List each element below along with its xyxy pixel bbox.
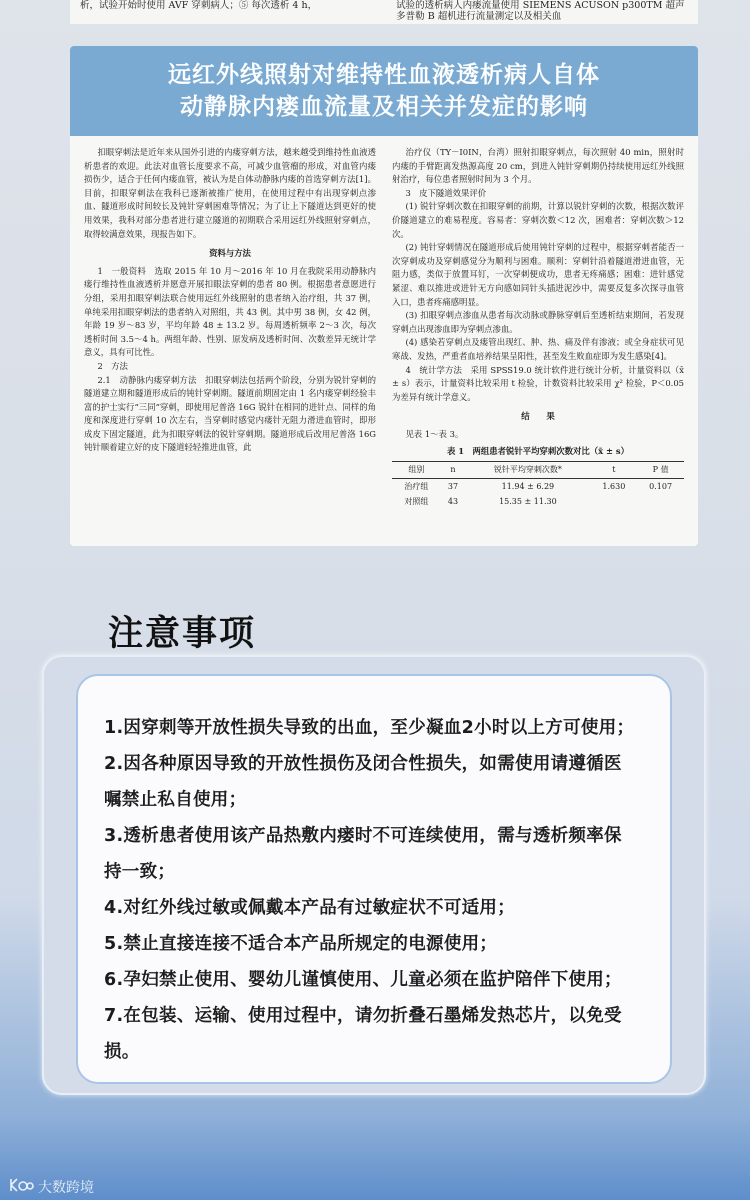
paper-eval-title: 3 皮下隧道效果评价 xyxy=(405,187,487,198)
notice-item: 7.在包装、运输、使用过程中，请勿折叠石墨烯发热芯片，以免受 xyxy=(104,1006,622,1026)
table-cell: 0.107 xyxy=(649,481,673,491)
table-cell: 对照组 xyxy=(404,497,429,507)
table-cell: 1.630 xyxy=(602,481,626,491)
notice-item: 3.透析患者使用该产品热敷内瘘时不可连续使用，需与透析频率保 xyxy=(104,826,622,846)
paper-left-column xyxy=(84,146,376,510)
fragment-right-text: 试验的透析病人内瘘流量使用 SIEMENS ACUSON p300TM 超声多普勒 B 超机进行流量测定以及相关血 xyxy=(396,0,685,22)
notice-item: 持一致； xyxy=(104,862,176,882)
paper-eval-4: (4) 感染若穿刺点及瘘管出现红、肿、热、痛及伴有渗液；或全身症状可见寒战、发热，严重者血培养结果呈阳性，甚至发生败血症即为发生感染[4]。 xyxy=(392,337,684,361)
notice-item: 4.对红外线过敏或佩戴本产品有过敏症状不可适用； xyxy=(104,898,516,918)
paper-stats: 4 统计学方法 采用 SPSS19.0 统计软件进行统计分析，计量资料以（x̄ ± s）表示，计量资料比较采用 t 检验，计数资料比较采用 χ² 检验，P＜0.05 为差异有统计学意义。 xyxy=(392,364,684,402)
notice-item: 1.因穿刺等开放性损失导致的出血，至少凝血2小时以上方可使用； xyxy=(104,718,635,738)
paper-method-text: 2.1 动静脉内瘘穿刺方法 扣眼穿刺法包括两个阶段，分别为锐针穿刺的隧道建立期和隧道形成后的钝针穿刺期。隧道前期固定由 1 名内瘘穿刺经验丰富的护士实行“三同”穿刺，即使用尼普洛 16G 锐针在相同的进针点、同样的角度和深度进行穿刺 10 次左右，当穿刺时感觉内瘘针无阻力滑进血管时，即形成皮下固定隧道，此为扣眼穿刺法的锐针穿刺期。隧道形成后改用尼普洛 16G 钝针顺着建立好的皮下隧道轻轻推进血管，此 xyxy=(84,374,376,453)
paper-general-info: 1 一般资料 选取 2015 年 10 月～2016 年 10 月在我院采用动静脉内瘘行维持性血液透析并愿意开展扣眼法穿刺的患者 80 例。根据患者意愿进行分组，采用扣眼穿刺法联合使用远红外线照射的患者纳入治疗组，共 37 例，单纯采用扣眼穿刺法的患者纳入对照组，共 43 例。其中男 38 例，女 42 例，年龄 19 岁～83 岁，平均年龄 48 ± 13.2 岁。每周透析频率 2～3 次，每次透析时间 3.5～4 h。两组年龄、性别、原发病及透析时间、次数差异无统计学意义，具有可比性。 xyxy=(84,265,376,358)
notice-item: 6.孕妇禁止使用、婴幼儿谨慎使用、儿童必须在监护陪伴下使用； xyxy=(104,970,622,990)
table-row xyxy=(392,494,684,510)
table-cell: 治疗组 xyxy=(404,481,429,491)
notice-list xyxy=(104,710,650,1070)
paper-title-line2: 动静脉内瘘血流量及相关并发症的影响 xyxy=(180,94,588,120)
paper-eval-2: (2) 钝针穿刺情况在隧道形成后使用钝针穿刺的过程中，根据穿刺者能否一次穿刺成功及穿刺感觉分为顺利与困难。顺利：穿刺针沿着隧道滑进血管，无阻力感，类似于放置耳钉，一次穿刺便成功，患者无疼痛感；困难：进针感觉紧涩、难以推进或进针无方向感如同针头插进泥沙中，需要反复多次探寻血管入口，患者疼痛感明显。 xyxy=(392,242,684,307)
paper-body xyxy=(70,136,698,510)
notice-heading: 注意事项 xyxy=(108,614,257,654)
paper-eval-3: (3) 扣眼穿刺点渗血从患者每次动脉或静脉穿刺后至透析结束期间，若发现穿刺点出现渗血即为穿刺点渗血。 xyxy=(392,310,684,334)
kuajing-logo-icon xyxy=(8,1176,34,1198)
paper-title-banner xyxy=(70,46,698,136)
paper-eval-1: (1) 锐针穿刺次数在扣眼穿刺的前期，计算以锐针穿刺的次数，根据次数评价隧道建立的难易程度。容易者：穿刺次数＜12 次，困难者：穿刺次数＞12 次。 xyxy=(392,201,684,239)
table-row xyxy=(392,478,684,494)
paper-section-title: 资料与方法 xyxy=(209,248,251,259)
notice-item: 嘱禁止私自使用； xyxy=(104,790,247,810)
watermark xyxy=(8,1176,94,1198)
comparison-table xyxy=(392,461,684,510)
notice-item: 2.因各种原因导致的开放性损伤及闭合性损失，如需使用请遵循医 xyxy=(104,754,622,774)
watermark-text: 大数跨境 xyxy=(38,1180,94,1196)
notice-item: 5.禁止直接连接不适合本产品所规定的电源使用； xyxy=(104,934,498,954)
table-cell: 15.35 ± 11.30 xyxy=(499,497,557,507)
paper-title-line1: 远红外线照射对维持性血液透析病人自体 xyxy=(168,62,600,88)
notice-card xyxy=(76,674,672,1084)
paper-intro: 扣眼穿刺法是近年来从国外引进的内瘘穿刺方法，越来越受到维持性血液透析患者的欢迎。此法对血管长度要求不高，可减少血管瘤的形成，对血管内瘘损伤少，适合于任何内瘘血管，被认为是自体动静脉内瘘的首选穿刺方法[1]。目前，扣眼穿刺法在我科已逐渐被推广使用，在使用过程中有出现穿刺点渗血、隧道形成时间较长及钝针穿刺困难等情况；为了让上下隧道达到更好的使用效果，我科对部分患者进行建立隧道的初期联合采用远红外线照射穿刺点，取得较满意效果，现报告如下。 xyxy=(84,147,376,239)
table-header-cell: n xyxy=(441,462,466,479)
table-cell: 37 xyxy=(447,481,459,491)
table-header-row xyxy=(392,462,684,479)
table-cell: 43 xyxy=(447,497,459,507)
paper-method-title: 2 方法 xyxy=(97,360,128,371)
table-header-cell: P 值 xyxy=(637,462,684,479)
research-paper-card xyxy=(70,46,698,546)
paper-right-column xyxy=(392,146,684,510)
notice-item: 损。 xyxy=(104,1042,140,1062)
table-cell: 11.94 ± 6.29 xyxy=(501,481,555,491)
table-header-cell: 锐针平均穿刺次数* xyxy=(465,462,590,479)
previous-page-fragment xyxy=(70,0,698,24)
table-cell xyxy=(637,494,684,510)
table-caption: 表 1 两组患者锐针平均穿刺次数对比（x̄ ± s） xyxy=(446,446,630,457)
paper-result-title: 结 果 xyxy=(521,411,555,422)
table-header-cell: t xyxy=(590,462,637,479)
paper-result-text: 见表 1～表 3。 xyxy=(405,428,464,439)
paper-device-text: 治疗仪（TY－I0IN，台湾）照射扣眼穿刺点，每次照射 40 min，照射时内瘘的手臂距离发热源高度 20 cm，到进入钝针穿刺期仍持续使用远红外线照射治疗，每位患者照射时间为 3 个月。 xyxy=(392,147,684,185)
table-cell xyxy=(590,494,637,510)
table-header-cell: 组别 xyxy=(392,462,441,479)
fragment-left-text: 析，试验开始时使用 AVF 穿刺病人；⑤ 每次透析 4 h， xyxy=(80,0,318,11)
